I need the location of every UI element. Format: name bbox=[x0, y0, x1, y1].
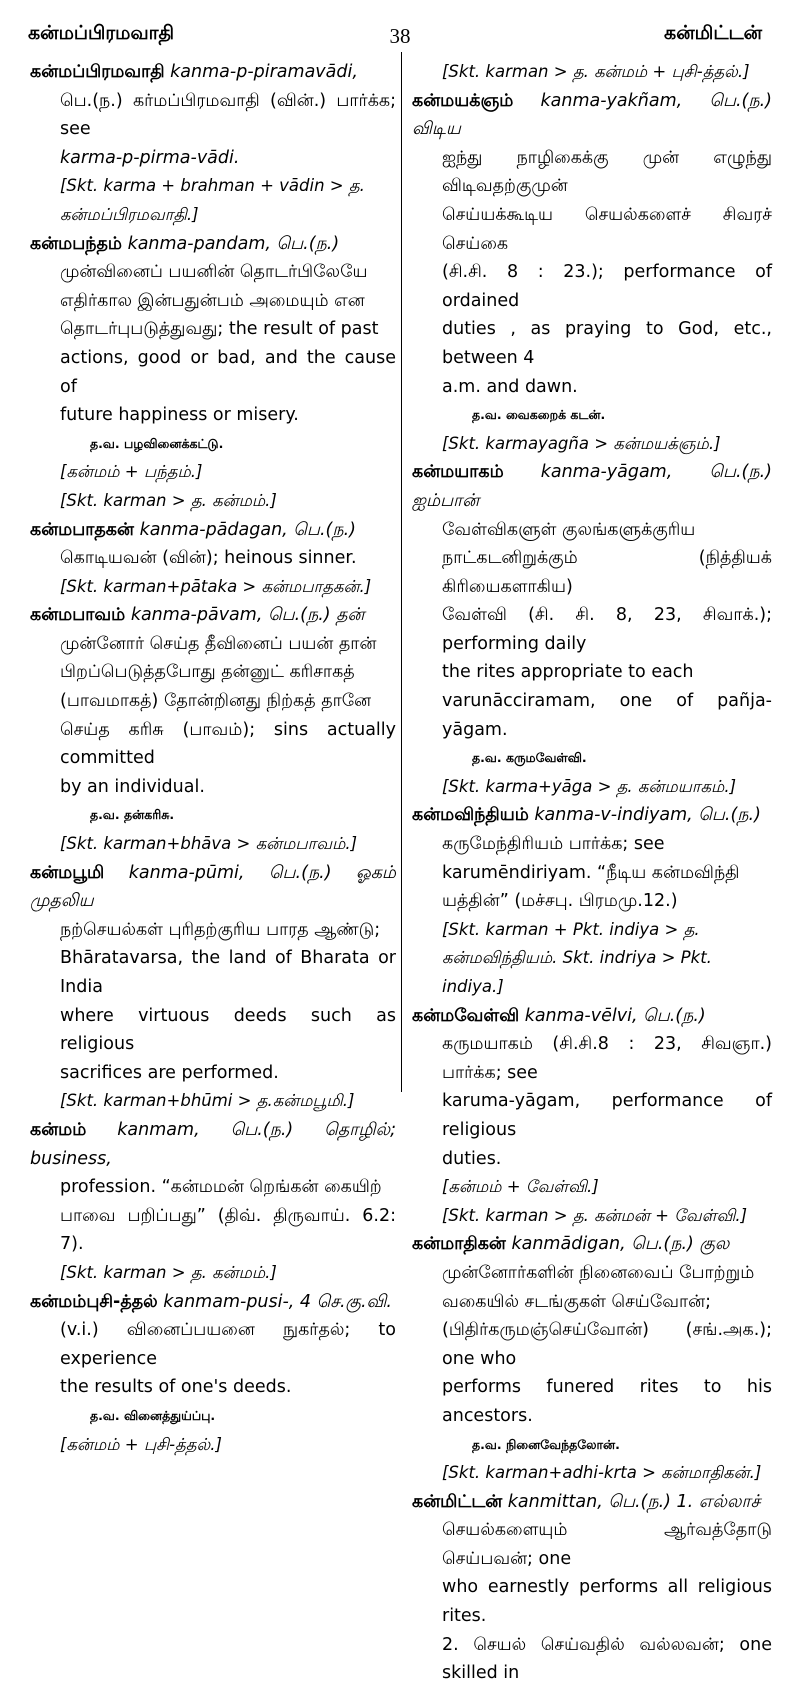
headword: கன்மம்புசி-த்தல் bbox=[30, 1291, 158, 1312]
entry-line bbox=[412, 601, 772, 658]
transliteration: kanma-yāgam, பெ.(ந.) ஐம்பான் bbox=[412, 462, 772, 511]
entry-line bbox=[412, 1373, 772, 1430]
definition-text: முன்னோர் செய்த தீவினைப் பயன் தான் bbox=[60, 633, 377, 654]
definition-text: actions, good or bad, and the cause of bbox=[60, 347, 396, 397]
entry-line bbox=[30, 58, 396, 87]
etymology-note: [கன்மம் + வேள்வி.] bbox=[442, 1177, 599, 1197]
entry-line bbox=[30, 1373, 396, 1402]
entry-line bbox=[412, 544, 772, 601]
dictionary-entry bbox=[30, 58, 396, 230]
definition-text: யத்தின்” (மச்சபு. பிரமமு.12.) bbox=[442, 891, 678, 912]
entry-line bbox=[30, 230, 396, 259]
definition-text: செய்த கரிசு (பாவம்); sins actually committed bbox=[60, 719, 396, 769]
transliteration: kanma-pandam, பெ.(ந.) bbox=[127, 233, 340, 254]
entry-line bbox=[412, 1145, 772, 1174]
definition-text: (சி.சி. 8 : 23.); performance of ordained bbox=[442, 262, 772, 311]
definition-text: செயல்களையும் ஆர்வத்தோடு செய்பவன்; one bbox=[442, 1520, 772, 1569]
left-column bbox=[30, 58, 396, 1459]
etymology-note: [Skt. karman > த. கன்மம்.] bbox=[60, 490, 277, 510]
definition-text: varunācciramam, one of pañja-yāgam. bbox=[442, 691, 772, 740]
definition-text: எதிர்கால இன்பதுன்பம் அமையும் என bbox=[60, 290, 365, 311]
dictionary-entry bbox=[412, 1230, 772, 1487]
etymology-note: கன்மவிந்தியம். Skt. indriya > Pkt. indiya.] bbox=[442, 948, 712, 996]
definition-text: பாவை பறிப்பது” (திவ். திருவாய். 6.2: 7). bbox=[60, 1205, 396, 1255]
etymology-note: [Skt. karman+bhāva > கன்மபாவம்.] bbox=[60, 834, 358, 854]
transliteration: kanma-pādagan, பெ.(ந.) bbox=[139, 519, 356, 540]
entry-line bbox=[30, 1202, 396, 1259]
transliteration: kanma-vēlvi, பெ.(ந.) bbox=[524, 1005, 706, 1026]
entry-line bbox=[412, 801, 772, 830]
definition-text: நற்செயல்கள் புரிதற்குரிய பாரத ஆண்டு; bbox=[60, 919, 381, 940]
transliteration: kanma-p-piramavādi, bbox=[170, 62, 358, 82]
page-number: 38 bbox=[389, 24, 411, 48]
entry-line bbox=[412, 1030, 772, 1087]
definition-text: (பாவமாகத்) தோன்றினது நிற்கத் தானே bbox=[60, 691, 372, 712]
definition-text: முன்னோர்களின் நினைவைப் போற்றும் bbox=[442, 1262, 755, 1283]
etymology-note: [Skt. karma + brahman + vādin > த. bbox=[60, 176, 365, 196]
entry-line bbox=[412, 658, 772, 687]
entry-line bbox=[412, 1516, 772, 1573]
entry-line bbox=[30, 944, 396, 1001]
definition-text: by an individual. bbox=[60, 776, 205, 797]
tamil-equivalent: த.வ. கருமவேள்வி. bbox=[472, 750, 587, 766]
etymology-note: [Skt. karmayagña > கன்மயக்ஞம்.] bbox=[442, 433, 721, 453]
entry-line bbox=[30, 687, 396, 716]
entry-line bbox=[412, 458, 772, 515]
dictionary-entry bbox=[30, 516, 396, 602]
definition-text: where virtuous deeds such as religious bbox=[60, 1005, 396, 1055]
dictionary-entry bbox=[412, 458, 772, 801]
transliteration: kanmam, பெ.(ந.) தொழில்; business, bbox=[30, 1119, 396, 1169]
entry-line bbox=[412, 1488, 772, 1517]
dictionary-entry bbox=[30, 1288, 396, 1460]
entry-line bbox=[30, 1316, 396, 1373]
entry-line bbox=[412, 887, 772, 916]
definition-text: (பிதிர்கருமஞ்செய்வோன்) (சங்.அக.); one who bbox=[442, 1320, 772, 1369]
etymology-note: [Skt. karman+bhūmi > த.கன்மபூமி.] bbox=[60, 1091, 355, 1111]
transliteration: kanma-yakñam, பெ.(ந.) விடிய bbox=[412, 90, 772, 140]
entry-line bbox=[412, 830, 772, 859]
entry-line bbox=[30, 658, 396, 687]
entry-line bbox=[412, 1573, 772, 1630]
definition-text: நாட்கடனிறுக்கும் (நித்தியக் கிரியைகளாகிய) bbox=[442, 548, 772, 597]
definition-text: the rites appropriate to each bbox=[442, 662, 694, 683]
transliteration: kanma-v-indiyam, பெ.(ந.) bbox=[534, 805, 761, 826]
etymology-note: [கன்மம் + புசி-த்தல்.] bbox=[60, 1434, 222, 1454]
transliteration: kanmittan, பெ.(ந.) 1. எல்லாச் bbox=[507, 1491, 761, 1512]
headword: கன்மபாவம் bbox=[30, 605, 126, 626]
etymology-note: [கன்மம் + பந்தம்.] bbox=[60, 462, 203, 482]
entry-line bbox=[30, 1002, 396, 1059]
entry-line bbox=[30, 773, 396, 802]
entry-line bbox=[412, 1230, 772, 1259]
tamil-equivalent: த.வ. பழவினைக்கட்டு. bbox=[90, 435, 224, 451]
definition-text: performs funered rites to his ancestors. bbox=[442, 1377, 772, 1426]
right-running-head: கன்மிட்டன் bbox=[664, 22, 762, 44]
entry-line bbox=[30, 1288, 396, 1317]
tamil-equivalent: த.வ. நினைவேந்தலோன். bbox=[472, 1436, 620, 1452]
etymology-note: [Skt. karman > த. கன்மம் + புசி-த்தல்.] bbox=[442, 62, 750, 81]
headword: கன்மவிந்தியம் bbox=[412, 805, 529, 826]
entry-line bbox=[412, 144, 772, 201]
left-running-head: கன்மப்பிரமவாதி bbox=[28, 22, 175, 44]
etymology-note: [Skt. karman > த. கன்மன் + வேள்வி.] bbox=[442, 1205, 748, 1225]
entry-line bbox=[30, 258, 396, 287]
entry-line bbox=[30, 287, 396, 316]
definition-text: (v.i.) வினைப்பயனை நுகர்தல்; to experience bbox=[60, 1320, 396, 1369]
definition-text: profession. “கன்மமன் றெங்கன் கையிற் bbox=[60, 1177, 382, 1198]
entry-line bbox=[412, 1316, 772, 1373]
entry-line bbox=[412, 1259, 772, 1288]
definition-text: முன்வினைப் பயனின் தொடர்பிலேயே bbox=[60, 262, 368, 283]
definition-text: பெ.(ந.) கர்மப்பிரமவாதி (வின்.) பார்க்க; see bbox=[60, 90, 396, 140]
entry-line bbox=[412, 258, 772, 315]
entry-line bbox=[412, 859, 772, 888]
etymology-note: கன்மப்பிரமவாதி.] bbox=[60, 204, 199, 224]
entry-line bbox=[30, 1173, 396, 1202]
headword: கன்மபந்தம் bbox=[30, 233, 122, 254]
entry-line bbox=[30, 716, 396, 773]
entry-line bbox=[30, 1116, 396, 1173]
entry-line bbox=[30, 916, 396, 945]
definition-text: a.m. and dawn. bbox=[442, 376, 578, 397]
etymology-note: [Skt. karman > த. கன்மம்.] bbox=[60, 1262, 277, 1282]
headword: கன்மவேள்வி bbox=[412, 1005, 520, 1026]
entry-line bbox=[30, 1059, 396, 1088]
headword: கன்மாதிகன் bbox=[412, 1234, 506, 1255]
definition-text: ஐந்து நாழிகைக்கு முன் எழுந்து விடிவதற்குமுன் bbox=[442, 147, 772, 197]
entry-line bbox=[30, 344, 396, 401]
column-divider bbox=[401, 52, 402, 1092]
entry-line bbox=[30, 601, 396, 630]
definition-text: செய்யக்கூடிய செயல்களைச் சிவரச் செய்கை bbox=[442, 204, 772, 254]
dictionary-entry bbox=[412, 801, 772, 1001]
dictionary-entry bbox=[412, 1488, 772, 1688]
definition-text: karuma-yāgam, performance of religious bbox=[442, 1091, 772, 1140]
definition-text: தொடர்புபடுத்துவது; the result of past bbox=[60, 319, 379, 340]
entry-line bbox=[412, 1002, 772, 1031]
definition-text: sacrifices are performed. bbox=[60, 1062, 279, 1083]
definition-text: 2. செயல் செய்வதில் வல்லவன்; one skilled in bbox=[442, 1634, 772, 1684]
entry-line bbox=[412, 373, 772, 402]
page-header bbox=[0, 0, 800, 50]
definition-text: வகையில் சடங்குகள் செய்வோன்; bbox=[442, 1291, 711, 1312]
entry-line bbox=[412, 1631, 772, 1688]
headword: கன்மபாதகன் bbox=[30, 519, 134, 540]
entry-line bbox=[30, 630, 396, 659]
definition-text: duties , as praying to God, etc., between 4 bbox=[442, 319, 772, 368]
etymology-note: [Skt. karman+adhi-krta > கன்மாதிகன்.] bbox=[442, 1463, 762, 1483]
etymology-note: [Skt. karman + Pkt. indiya > த. bbox=[442, 919, 700, 939]
transliteration: kanma-pūmi, பெ.(ந.) ஓகம் முதலிய bbox=[30, 862, 396, 912]
dictionary-entry bbox=[412, 1002, 772, 1231]
transliteration: kanmādigan, பெ.(ந.) குல bbox=[511, 1234, 730, 1255]
dictionary-entry bbox=[30, 1116, 396, 1288]
etymology-note: [Skt. karma+yāga > த. கன்மயாகம்.] bbox=[442, 776, 737, 796]
definition-text: வேள்விகளுள் குலங்களுக்குரிய bbox=[442, 519, 696, 540]
transliteration: karma-p-pirma-vādi. bbox=[60, 147, 240, 168]
entry-line bbox=[412, 516, 772, 545]
tamil-equivalent: த.வ. வைகறைக் கடன். bbox=[472, 407, 606, 423]
definition-text: duties. bbox=[442, 1148, 502, 1169]
entry-line bbox=[30, 516, 396, 545]
tamil-equivalent: த.வ. தன்கரிசு. bbox=[90, 807, 175, 823]
headword: கன்மப்பிரமவாதி bbox=[30, 62, 165, 82]
entry-line bbox=[412, 87, 772, 144]
entry-line bbox=[412, 687, 772, 744]
dictionary-entry bbox=[412, 58, 772, 87]
right-column bbox=[412, 58, 772, 1688]
definition-text: கருமயாகம் (சி.சி.8 : 23, சிவஞா.) பார்க்க; see bbox=[442, 1034, 772, 1083]
entry-line bbox=[30, 401, 396, 430]
headword: கன்மயாகம் bbox=[412, 462, 504, 483]
headword: கன்மிட்டன் bbox=[412, 1491, 503, 1512]
definition-text: கருமேந்திரியம் பார்க்க; see bbox=[442, 834, 665, 855]
etymology-note: [Skt. karman+pātaka > கன்மபாதகன்.] bbox=[60, 576, 372, 596]
headword: கன்மயக்ஞம் bbox=[412, 90, 514, 111]
definition-text: future happiness or misery. bbox=[60, 405, 299, 426]
definition-text: who earnestly performs all religious rites. bbox=[442, 1577, 772, 1627]
transliteration: kanmam-pusi-, 4 செ.கு.வி. bbox=[163, 1291, 392, 1312]
entry-line bbox=[30, 859, 396, 916]
headword: கன்மம் bbox=[30, 1119, 87, 1140]
definition-text: karumēndiriyam. “நீடிய கன்மவிந்தி bbox=[442, 862, 740, 883]
dictionary-entry bbox=[30, 230, 396, 516]
tamil-equivalent: த.வ. வினைத்துய்ப்பு. bbox=[90, 1407, 216, 1423]
entry-line bbox=[412, 1288, 772, 1317]
entry-line bbox=[30, 315, 396, 344]
entry-line bbox=[412, 201, 772, 258]
definition-text: பிறப்பெடுத்தபோது தன்னுட் கரிசாகத் bbox=[60, 662, 355, 683]
transliteration: kanma-pāvam, பெ.(ந.) தன் bbox=[130, 605, 365, 626]
definition-text: வேள்வி (சி. சி. 8, 23, சிவாக்.); performing daily bbox=[442, 605, 772, 654]
dictionary-entry bbox=[30, 601, 396, 858]
dictionary-entry bbox=[30, 859, 396, 1116]
entry-line bbox=[30, 144, 396, 173]
definition-text: Bhāratavarsa, the land of Bharata or India bbox=[60, 948, 396, 997]
definition-text: the results of one's deeds. bbox=[60, 1377, 292, 1398]
dictionary-entry bbox=[412, 87, 772, 459]
entry-line bbox=[30, 544, 396, 573]
entry-line bbox=[412, 315, 772, 372]
headword: கன்மபூமி bbox=[30, 862, 105, 883]
entry-line bbox=[30, 87, 396, 144]
definition-text: கொடியவன் (வின்); heinous sinner. bbox=[60, 548, 357, 569]
entry-line bbox=[412, 1087, 772, 1144]
